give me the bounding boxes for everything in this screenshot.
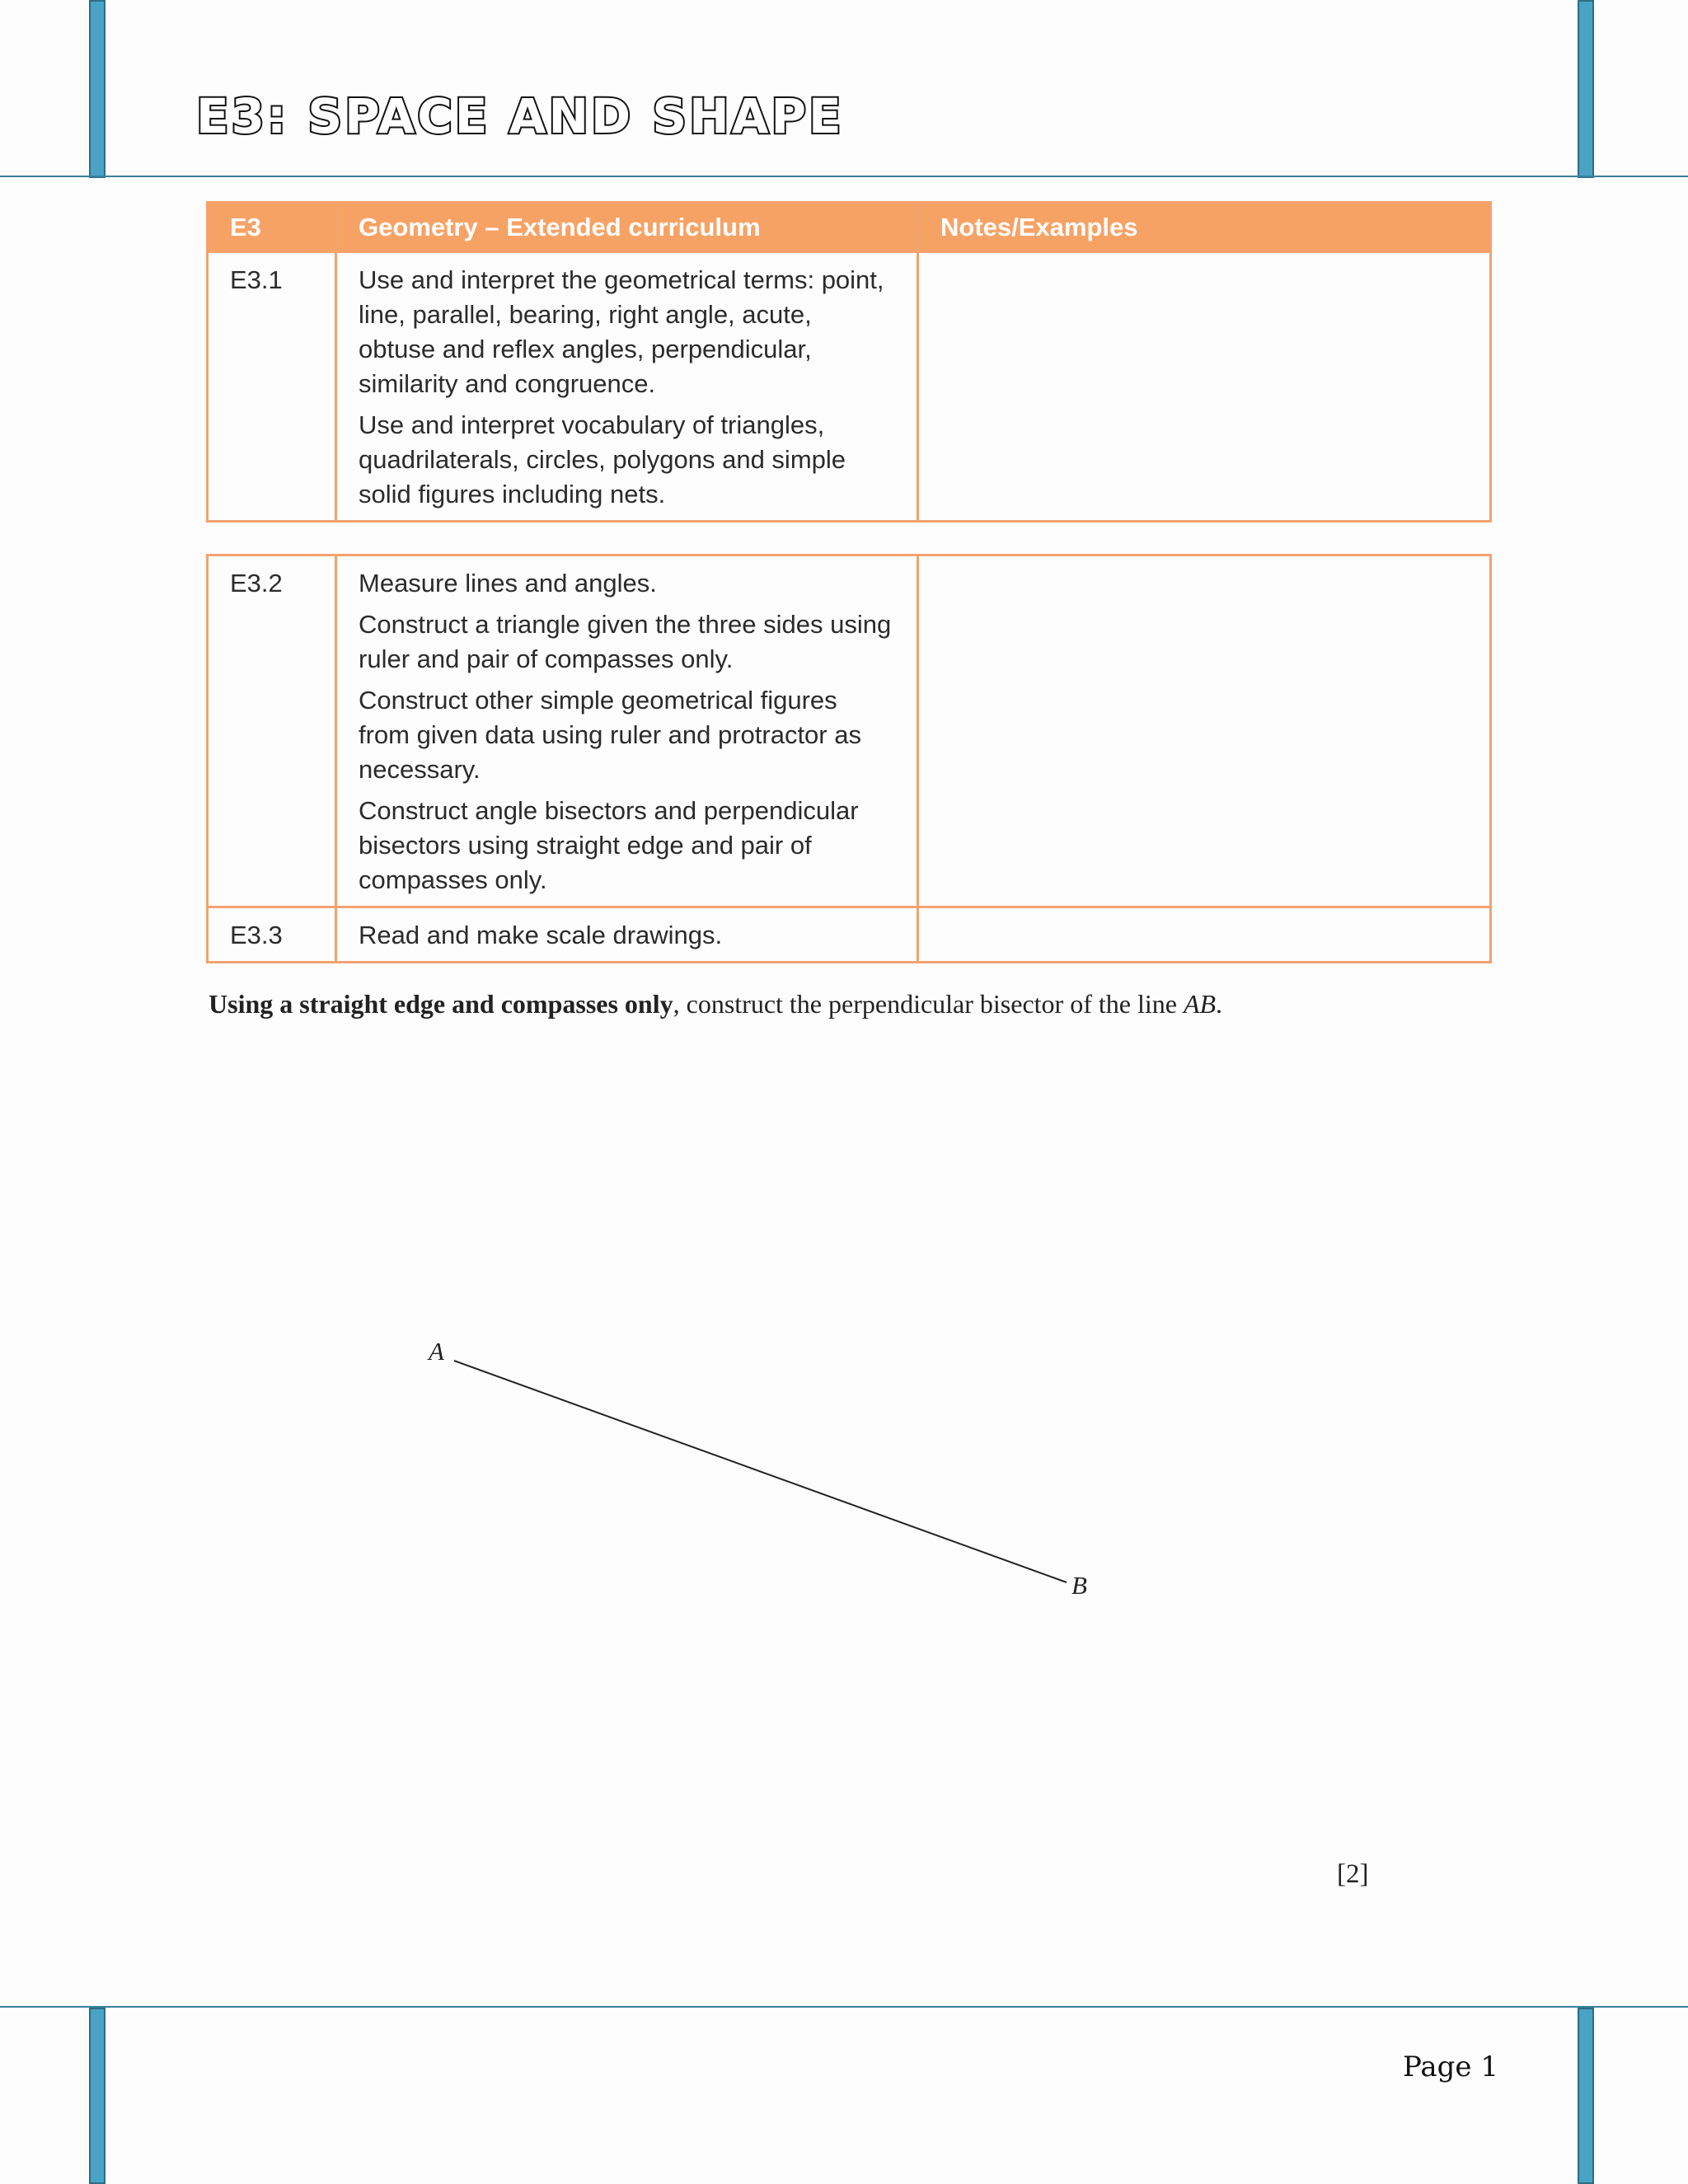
row-paragraph: Construct angle bisectors and perpendicular bisectors using straight edge and pair of compasses only. (359, 796, 859, 894)
point-a-label: A (429, 1337, 444, 1366)
row-paragraph: Use and interpret vocabulary of triangles, quadrilaterals, circles, polygons and simple solid figures including nets. (359, 410, 846, 509)
line-segment-ab (454, 1361, 1067, 1582)
header-topic: Geometry – Extended curriculum (336, 203, 918, 252)
question-line-name: AB (1183, 989, 1217, 1019)
header-notes: Notes/Examples (918, 203, 1491, 252)
row-code: E3.3 (208, 907, 336, 963)
header-code: E3 (208, 203, 336, 252)
row-paragraph: Read and make scale drawings. (359, 921, 723, 949)
row-paragraph: Construct a triangle given the three sides using ruler and pair of compasses only. (359, 610, 892, 673)
row-paragraph: Use and interpret the geometrical terms: point, line, parallel, bearing, right angle, acute, obtuse and reflex angles, perpendicular, similarity and congruence. (359, 265, 884, 398)
question-body: , construct the perpendicular bisector of the line (673, 989, 1184, 1019)
question-emphasis: Using a straight edge and compasses only (209, 989, 673, 1019)
row-paragraph: Construct other simple geometrical figures from given data using ruler and protractor as necessary. (359, 686, 861, 784)
footer-rule (0, 2006, 1688, 2008)
row-code: E3.1 (208, 252, 336, 522)
page-title: E3: SPACE AND SHAPE (196, 88, 844, 144)
question-end: . (1216, 989, 1223, 1019)
footer-left-bar (89, 2008, 106, 2184)
page-number: Page 1 (1403, 2050, 1498, 2083)
point-b-label: B (1071, 1571, 1087, 1600)
row-paragraph: Measure lines and angles. (359, 569, 657, 598)
marks-label: [2] (1337, 1859, 1369, 1889)
row-code: E3.2 (208, 555, 336, 907)
footer-right-bar (1578, 2008, 1594, 2184)
